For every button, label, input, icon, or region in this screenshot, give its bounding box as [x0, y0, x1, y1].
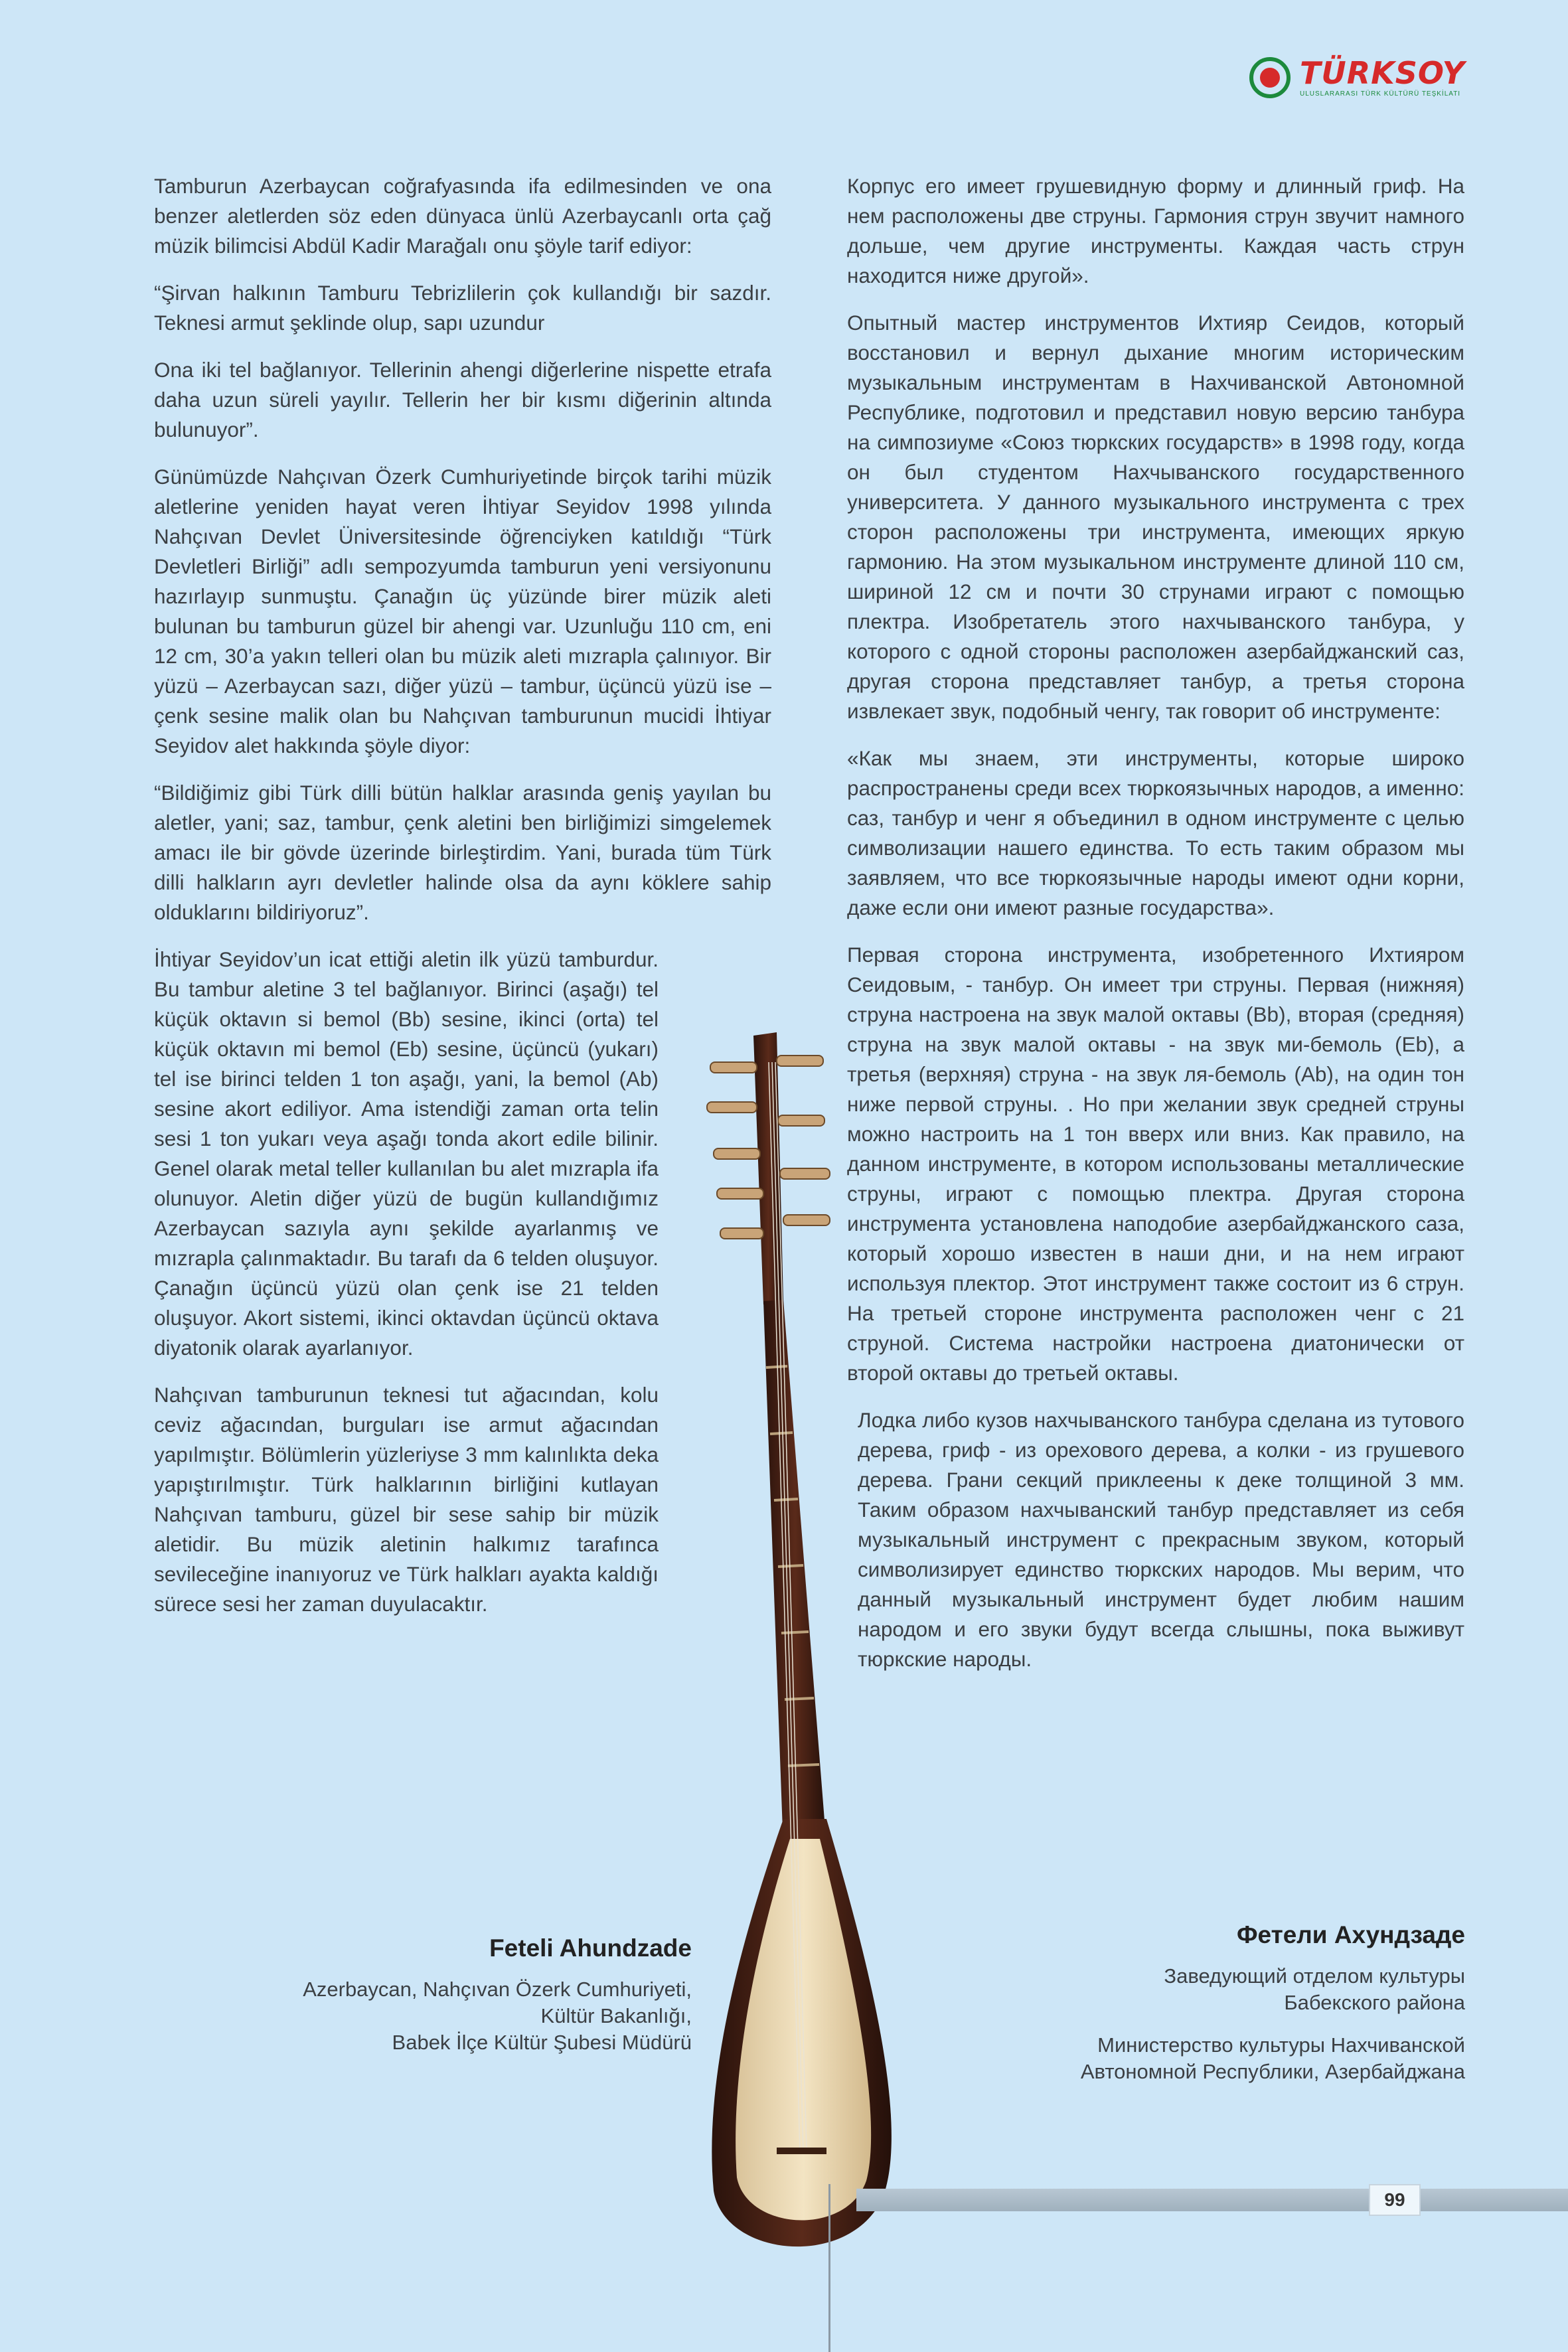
author-title-line: Azerbaycan, Nahçıvan Özerk Cumhuriyeti,: [303, 1978, 692, 2001]
paragraph: Nahçıvan tamburunun teknesi tut ağacından, kolu ceviz ağacından, burguları ise armut ağacından yapılmıştır. Bölümlerin yüzleriyse 3 mm kalınlıkta deka yapıştırılmıştır. Türk halklarının birliğini kutlayan Nahçıvan tamburu, güzel bir sese sahip bir müzik aletidir. Bu müzik aletinin halkımız tarafınca sevileceğine inanıyoruz ve Türk halkları ayakta kaldığı sürece sesi her zaman duyulacaktır.: [154, 1383, 659, 1616]
author-name: Фетели Ахундзаде: [1236, 1921, 1465, 1948]
paragraph: Tamburun Azerbaycan coğrafyasında ifa edilmesinden ve ona benzer aletlerden söz eden dünyaca ünlü Azerbaycanlı orta çağ müzik bilimcisi Abdül Kadir Marağalı onu şöyle tarif ediyor:: [154, 174, 771, 258]
left-article-column: [154, 171, 771, 1636]
author-signature-tr: [214, 1935, 692, 2056]
quote-paragraph: «Как мы знаем, эти инструменты, которые широко распространены среди всех тюркоязычных народов, а именно: саз, танбур и ченг я объединил в одном инструменте с целью символизации нашего единства. То есть таким образом мы заявляем, что все тюркоязычные народы имеют одни корни, даже если они имеют разные государства».: [847, 746, 1464, 919]
turksoy-emblem-icon: [1249, 57, 1291, 98]
vertical-guide-line: [828, 2184, 830, 2352]
turksoy-logo: [1249, 54, 1465, 101]
brand-name: TÜRKSOY: [1300, 55, 1465, 91]
paragraph: Лодка либо кузов нахчыванского танбура сделана из тутового дерева, гриф - из орехового дерева, а колки - из грушевого дерева. Грани секций приклеены к деке толщиной 3 мм. Таким образом нахчыванский танбур представляет из себя музыкальный инструмент с прекрасным звуком, который символизирует единство тюркских народов. Мы верим, что данный музыкальный инструмент будет любим нашим народом и его звуки будут всегда слышны, пока выживут тюркские народы.: [858, 1408, 1464, 1671]
author-title-line: Kültür Bakanlığı,: [540, 2004, 692, 2027]
author-title-line: Babek İlçe Kültür Şubesi Müdürü: [392, 2031, 692, 2054]
paragraph: Корпус его имеет грушевидную форму и длинный гриф. На нем расположены две струны. Гармония струн звучит намного дольше, чем другие инструменты. Каждая часть струн находится ниже другой».: [847, 174, 1464, 287]
author-name: Feteli Ahundzade: [489, 1934, 692, 1962]
paragraph: Первая сторона инструмента, изобретенного Ихтияром Сеидовым, - танбур. Он имеет три струны. Первая (нижняя) струна настроена на звук малой октавы (Bb), вторая (средняя) струна на звук малой октавы - на звук ми-бемоль (Eb), а третья (верхняя) струна - на звук ля-бемоль (Ab), на один тон ниже первой струны. . Но при желании звук средней струны можно настроить на 1 тон вверх или вниз. Как правило, на данном инструменте, в котором использованы металлические струны, играют с помощью плектра. Другая сторона инструмента установлена наподобие азербайджанского саза, который хорошо известен в наши дни, и на нем играют используя плектор. Этот инструмент также состоит из 6 струн. На третьей стороне инструмента расположен ченг с 21 струной. Система настройки настроена диатонически от второй октавы до третьей октавы.: [847, 943, 1464, 1385]
tambur-instrument-image: [684, 1022, 929, 2270]
paragraph: İhtiyar Seyidov’un icat ettiği aletin ilk yüzü tamburdur. Bu tambur aletine 3 tel bağlanıyor. Birinci (aşağı) tel küçük oktavın si bemol (Bb) sesine, ikinci (orta) tel küçük oktavın mi bemol (Eb) sesine, üçüncü (yukarı) tel ise birinci telden 1 ton aşağı, yani, la bemol (Ab) sesine akort ediliyor. Ama istendiği zaman orta telin sesi 1 ton yukarı veya aşağı tonda akort edile bilinir. Genel olarak metal teller kullanılan bu alet mızrapla ifa olunuyor. Aletin diğer yüzü de bugün kullandığımız Azerbaycan sazıyla aynı şekilde ayarlanmış ve mızrapla çalınmaktadır. Bu tarafı da 6 telden oluşuyor. Çanağın üçüncü yüzü olan çenk ise 21 telden oluşuyor. Akort sistemi, ikinci oktavdan üçüncü oktava diyatonik olarak ayarlanıyor.: [154, 947, 659, 1360]
brand-tagline: ULUSLARARASI TÜRK KÜLTÜRÜ TEŞKİLATI: [1300, 90, 1461, 98]
author-signature-ru: [921, 1922, 1465, 2085]
right-article-column: [847, 171, 1464, 1691]
author-title-line: Министерство культуры Нахчиванской: [1097, 2033, 1465, 2057]
author-title-line: Бабекского района: [1284, 1991, 1465, 2014]
author-title-line: Заведующий отделом культуры: [1164, 1964, 1465, 1988]
paragraph: Опытный мастер инструментов Ихтияр Сеидов, который восстановил и вернул дыхание многим историческим музыкальным инструментам в Нахчиванской Автономной Республике, подготовил и представил новую версию танбура на симпозиуме «Союз тюркских государств» в 1998 году, когда он был студентом Нахчыванского государственного университета. У данного музыкального инструмента с трех сторон расположены три инструмента, имеющих яркую гармонию. На этом музыкальном инструменте длиной 110 см, шириной 12 см и почти 30 струнами играют с помощью плектра. Изобретатель этого нахчыванского танбура, у которого с одной стороны расположен азербайджанский саз, другая сторона представляет танбур, а третья сторона извлекает звук, подобный ченгу, так говорит об инструменте:: [847, 311, 1464, 723]
footer-bar: [856, 2189, 1568, 2211]
author-title-line: Автономной Республики, Азербайджана: [1080, 2060, 1465, 2083]
page-number: 99: [1369, 2184, 1421, 2216]
paragraph: Ona iki tel bağlanıyor. Tellerinin ahengi diğerlerine nispette etrafa daha uzun süreli yayılır. Tellerin her bir kısmı diğerinin altında bulunuyor”.: [154, 358, 771, 441]
quote-paragraph: “Bildiğimiz gibi Türk dilli bütün halklar arasında geniş yayılan bu aletler, yani; saz, tambur, çenk aletini ben birliğimizi simgelemek amacı ile bir gövde üzerinde birleştirdim. Yani, burada tüm Türk dilli halkların ayrı devletler halinde olsa da aynı köklere sahip olduklarını bildiriyoruz”.: [154, 781, 771, 924]
paragraph: “Şirvan halkının Tamburu Tebrizlilerin çok kullandığı bir sazdır. Teknesi armut şeklinde olup, sapı uzundur: [154, 281, 771, 335]
paragraph: Günümüzde Nahçıvan Özerk Cumhuriyetinde birçok tarihi müzik aletlerine yeniden hayat veren İhtiyar Seyidov 1998 yılında Nahçıvan Devlet Üniversitesinde öğrenciyken katıldığı “Türk Devletleri Birliği” adlı sempozyumda tamburun yeni versiyonunu hazırlayıp sunmuştu. Çanağın üç yüzünde birer müzik aleti bulunan bu tamburun güzel bir ahengi var. Uzunluğu 110 cm, eni 12 cm, 30’a yakın telleri olan bu müzik aleti mızrapla çalınıyor. Bir yüzü – Azerbaycan sazı, diğer yüzü – tambur, üçüncü yüzü ise – çenk sesine malik olan bu Nahçıvan tamburunun mucidi İhtiyar Seyidov alet hakkında şöyle diyor:: [154, 465, 771, 757]
